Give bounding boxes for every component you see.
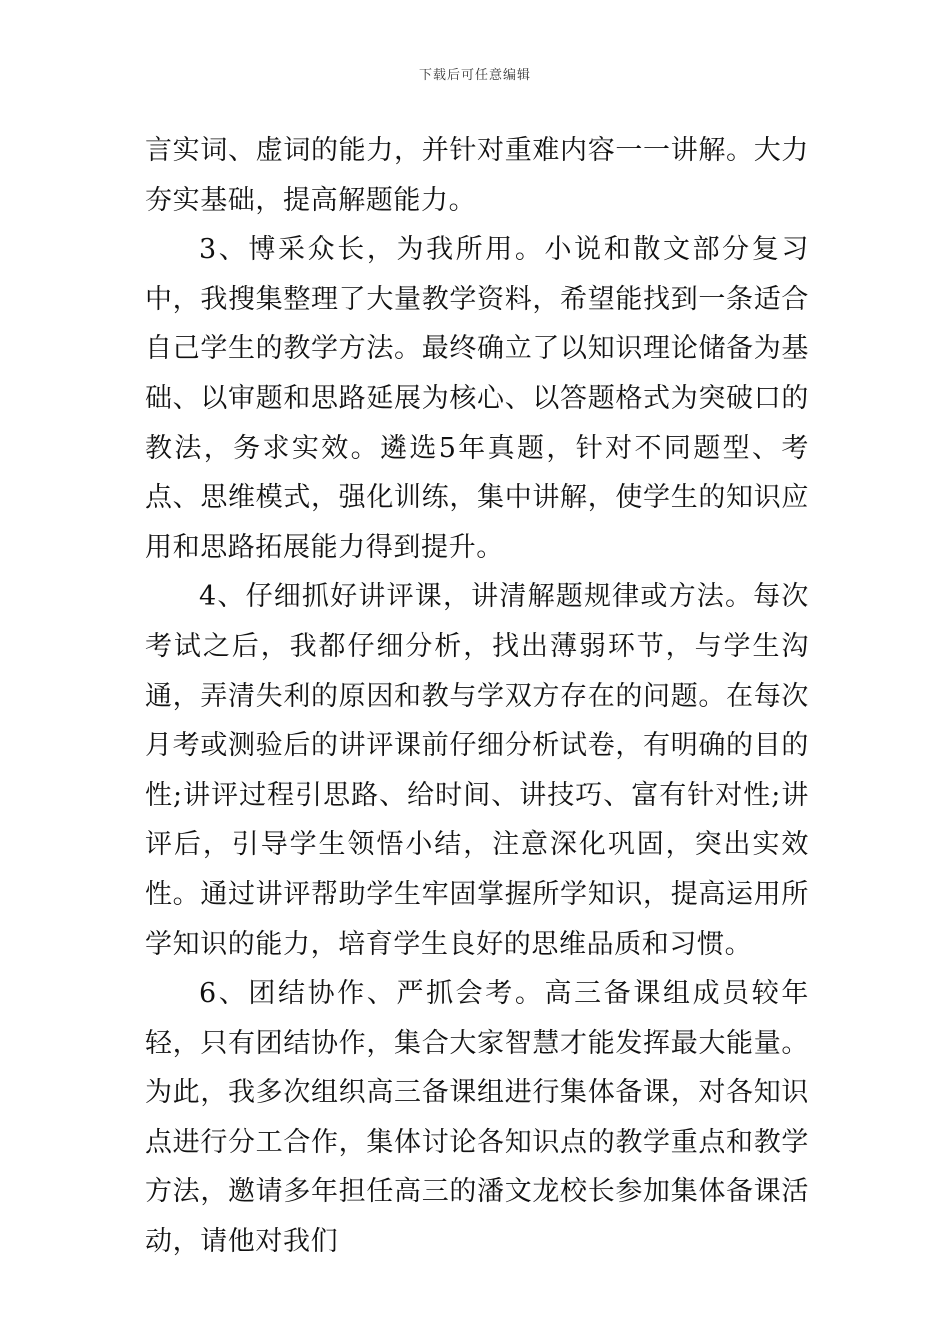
document-body	[145, 126, 809, 1267]
paragraph-continued: 言实词、虚词的能力，并针对重难内容一一讲解。大力夯实基础，提高解题能力。	[145, 135, 809, 216]
paragraph-item-4: 4、仔细抓好讲评课，讲清解题规律或方法。每次考试之后，我都仔细分析，找出薄弱环节，与学生沟通，弄清失利的原因和教与学双方存在的问题。在每次月考或测验后的讲评课前仔细分析试卷，有明确的目的性;讲评过程引思路、给时间、讲技巧、富有针对性;讲评后，引导学生领悟小结，注意深化巩固，突出实效性。通过讲评帮助学生牢固掌握所学知识，提高运用所学知识的能力，培育学生良好的思维品质和习惯。	[145, 581, 809, 960]
page-header-note: 下载后可任意编辑	[418, 68, 531, 83]
paragraph-item-6: 6、团结协作、严抓会考。高三备课组成员较年轻，只有团结协作，集合大家智慧才能发挥最大能量。为此，我多次组织高三备课组进行集体备课，对各知识点进行分工合作，集体讨论各知识点的教学重点和教学方法，邀请多年担任高三的潘文龙校长参加集体备课活动，请他对我们	[145, 978, 809, 1258]
paragraph-item-3: 3、博采众长，为我所用。小说和散文部分复习中，我搜集整理了大量教学资料，希望能找到一条适合自己学生的教学方法。最终确立了以知识理论储备为基础、以审题和思路延展为核心、以答题格式为突破口的教法，务求实效。遴选5年真题，针对不同题型、考点、思维模式，强化训练，集中讲解，使学生的知识应用和思路拓展能力得到提升。	[145, 234, 809, 563]
